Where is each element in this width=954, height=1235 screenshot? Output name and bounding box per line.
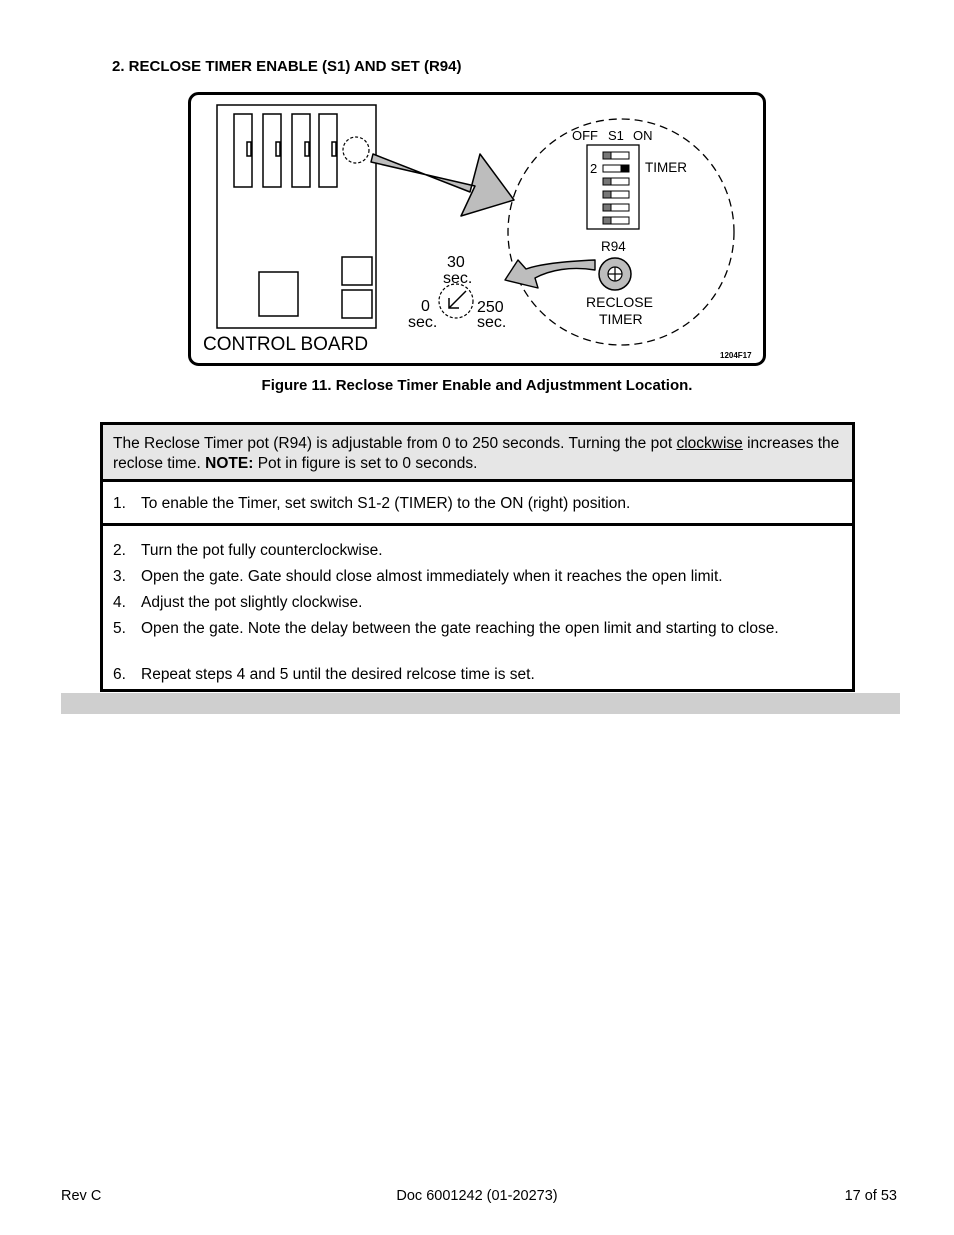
note-text-end: Pot in figure is set to 0 seconds. bbox=[253, 455, 478, 472]
step-text: Open the gate. Note the delay between the gate reaching the open limit and starting to close. bbox=[141, 620, 779, 637]
switch-off-label: OFF bbox=[572, 128, 598, 143]
control-board-figure bbox=[188, 92, 766, 366]
note-row bbox=[103, 425, 852, 482]
note-text-start: The Reclose Timer pot (R94) is adjustable from 0 to 250 seconds. Turning the pot bbox=[113, 435, 677, 452]
step-number: 6. bbox=[113, 666, 126, 683]
figure-caption: Figure 11. Reclose Timer Enable and Adjustmment Location. bbox=[261, 377, 693, 394]
note-text-mid: increases the reclose time. bbox=[113, 435, 840, 472]
step-number: 5. bbox=[113, 620, 126, 637]
note-text-clockwise: clockwise bbox=[676, 435, 743, 452]
dial-top-value: 30 bbox=[447, 254, 465, 271]
footer-revision: Rev C bbox=[61, 1188, 102, 1204]
footer-doc-number: Doc 6001242 (01-20273) bbox=[396, 1188, 558, 1204]
section-heading: 2. RECLOSE TIMER ENABLE (S1) AND SET (R94) bbox=[112, 58, 462, 75]
step-text: To enable the Timer, set switch S1-2 (TIMER) to the ON (right) position. bbox=[141, 495, 631, 512]
figure-code: 1204F17 bbox=[720, 351, 752, 360]
step-number: 3. bbox=[113, 568, 126, 585]
dial-right-unit: sec. bbox=[477, 314, 507, 331]
step-number: 4. bbox=[113, 594, 126, 611]
step-number: 1. bbox=[113, 495, 126, 512]
board-label: CONTROL BOARD bbox=[203, 334, 369, 355]
footer-page-number: 17 of 53 bbox=[844, 1188, 897, 1204]
step-text: Open the gate. Gate should close almost immediately when it reaches the open limit. bbox=[141, 568, 723, 585]
switch-on-label: ON bbox=[633, 128, 653, 143]
instructions-table bbox=[100, 422, 855, 692]
note-label: NOTE: bbox=[205, 455, 254, 472]
dial-left-value: 0 bbox=[421, 298, 430, 315]
switch-name-label: S1 bbox=[608, 128, 624, 143]
reclose-label-line2: TIMER bbox=[599, 311, 643, 327]
pot-name-label: R94 bbox=[601, 239, 626, 254]
timer-label: TIMER bbox=[645, 160, 687, 175]
step-number: 2. bbox=[113, 542, 126, 559]
step-text: Adjust the pot slightly clockwise. bbox=[141, 594, 363, 611]
gray-band bbox=[61, 693, 900, 714]
reclose-label-line1: RECLOSE bbox=[586, 294, 653, 310]
dial-right-value: 250 bbox=[477, 299, 504, 316]
step-text: Repeat steps 4 and 5 until the desired relcose time is set. bbox=[141, 666, 535, 683]
step-row-1 bbox=[103, 482, 852, 526]
switch-number-label: 2 bbox=[590, 161, 598, 176]
dial-top-unit: sec. bbox=[443, 270, 473, 287]
step-text: Turn the pot fully counterclockwise. bbox=[141, 542, 383, 559]
step-rows-2-6 bbox=[103, 529, 852, 689]
dial-left-unit: sec. bbox=[408, 314, 438, 331]
